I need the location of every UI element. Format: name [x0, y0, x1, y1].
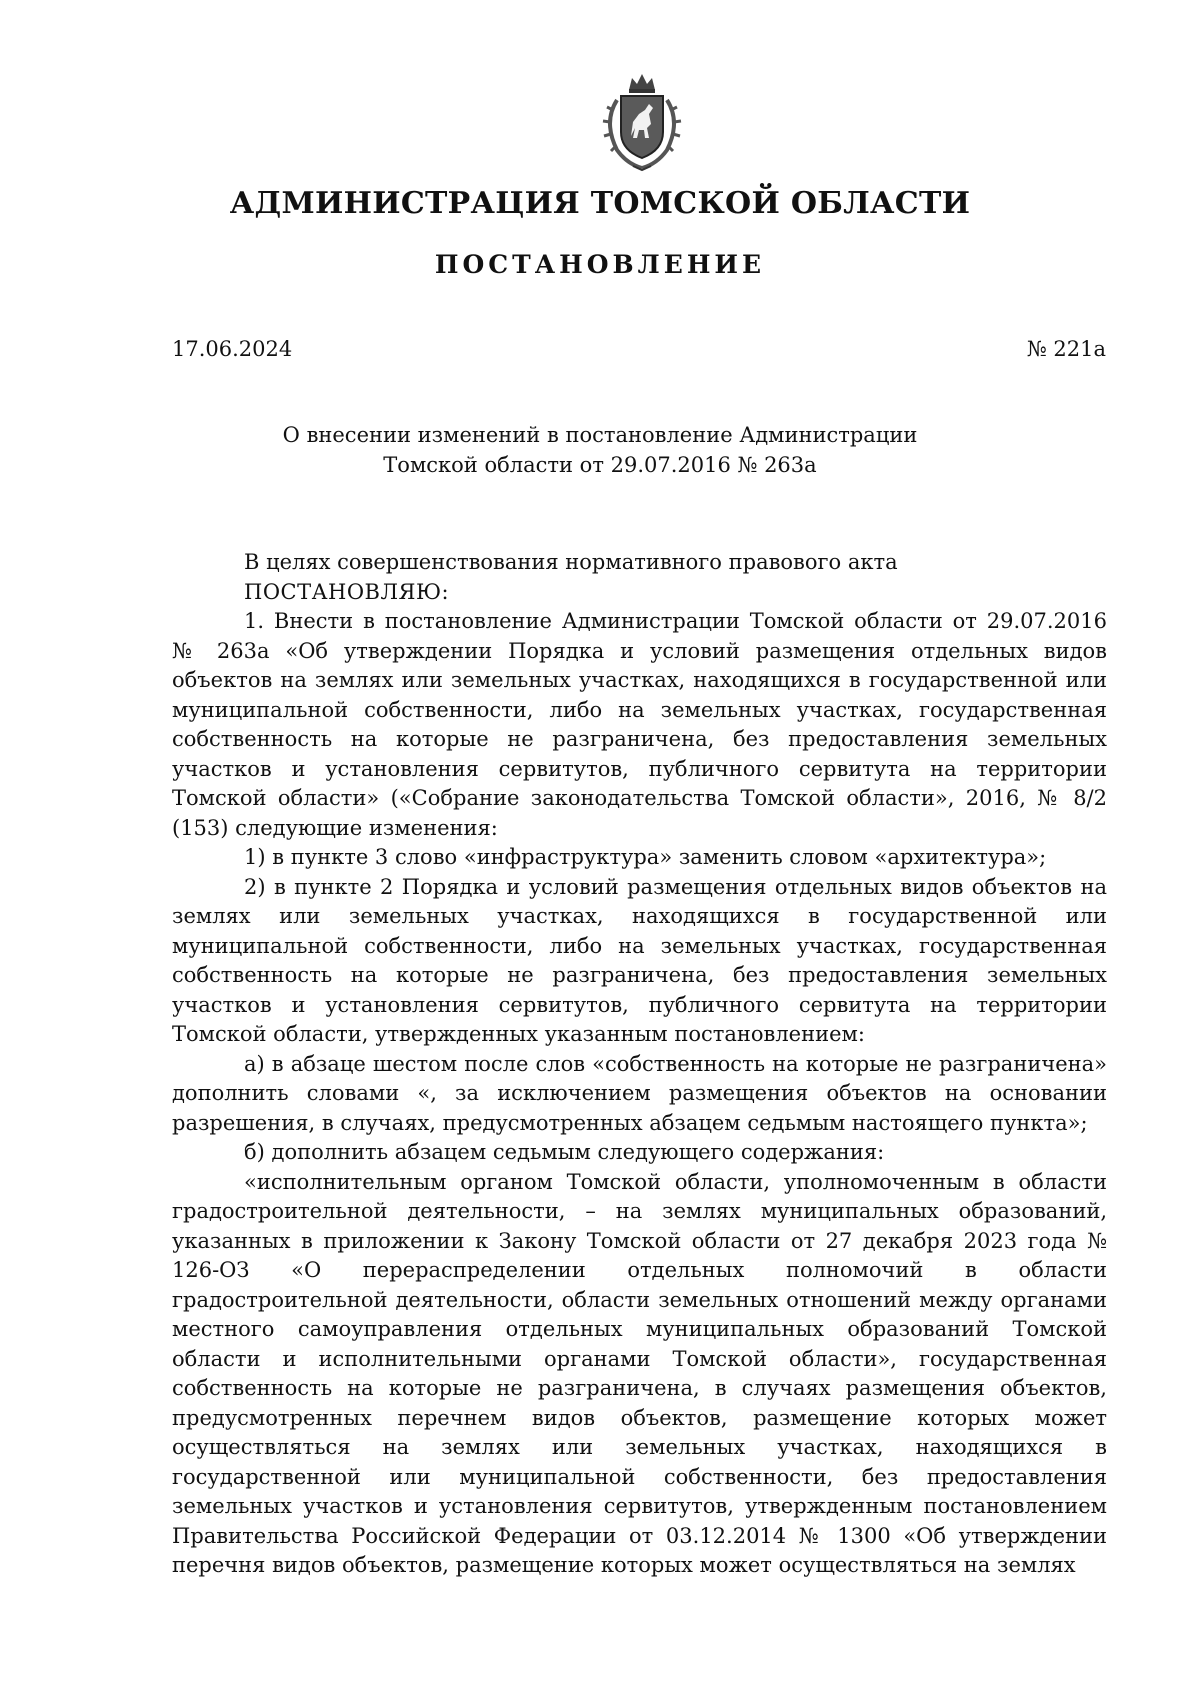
subject-line-1: О внесении изменений в постановление Администрации [282, 423, 918, 447]
document-date: 17.06.2024 [172, 337, 293, 361]
document-body [172, 548, 1107, 1581]
resolution-keyword: ПОСТАНОВЛЯЮ: [244, 579, 450, 604]
new-paragraph-text: «исполнительным органом Томской области, уполномоченным в области градостроительной деятельности, – на землях муниципальных образований, указанных в приложении к Закону Томской области от 27 декабря 2023 года № 126-ОЗ «О перераспределении отдельных полномочий в области градостроительной деятельности, области земельных отношений между органами местного самоуправления отдельных муниципальных образований Томской области и исполнительными органами Томской области», государственная собственность на которые не разграничена, в случаях размещения объектов, предусмотренных перечнем видов объектов, размещение которых может осуществляться на землях или земельных участках, находящихся в государственной или муниципальной собственности, без предоставления земельных участков и установления сервитутов, утвержденным постановлением Правительства Российской Федерации от 03.12.2014 № 1300 «Об утверждении перечня видов объектов, размещение которых может осуществляться на землях [172, 1169, 1107, 1577]
preamble-paragraph: В целях совершенствования нормативного правового акта [244, 550, 898, 574]
subclause-2a-paragraph: а) в абзаце шестом после слов «собственность на которые не разграничена» дополнить словами «, за исключением размещения объектов на основании разрешения, в случаях, предусмотренных абзацем седьмым настоящего пункта»; [172, 1051, 1107, 1135]
clause-1-paragraph: 1. Внести в постановление Администрации Томской области от 29.07.2016 № 263а «Об утверждении Порядка и условий размещения отдельных видов объектов на землях или земельных участках, находящихся в государственной или муниципальной собственности, либо на земельных участках, государственная собственность на которые не разграничена, без предоставления земельных участков и установления сервитутов, публичного сервитута на территории Томской области» («Собрание законодательства Томской области», 2016, № 8/2 (153) следующие изменения: [172, 609, 1107, 840]
coat-of-arms-icon [589, 70, 695, 176]
document-number: № 221а [1026, 337, 1106, 361]
subclause-2b-paragraph: б) дополнить абзацем седьмым следующего содержания: [244, 1140, 885, 1164]
subclause-1-paragraph: 1) в пункте 3 слово «инфраструктура» заменить словом «архитектура»; [244, 845, 1047, 869]
subject-line-2: Томской области от 29.07.2016 № 263а [383, 453, 817, 477]
subclause-2-paragraph: 2) в пункте 2 Порядка и условий размещения отдельных видов объектов на землях или земельных участках, находящихся в государственной или муниципальной собственности, либо на земельных участках, государственная собственность на которые не разграничена, без предоставления земельных участков и установления сервитутов, публичного сервитута на территории Томской области, утвержденных указанным постановлением: [172, 874, 1107, 1046]
document-subject [250, 420, 950, 480]
organization-title: АДМИНИСТРАЦИЯ ТОМСКОЙ ОБЛАСТИ [229, 186, 971, 221]
document-type-title: ПОСТАНОВЛЕНИЕ [434, 250, 766, 279]
